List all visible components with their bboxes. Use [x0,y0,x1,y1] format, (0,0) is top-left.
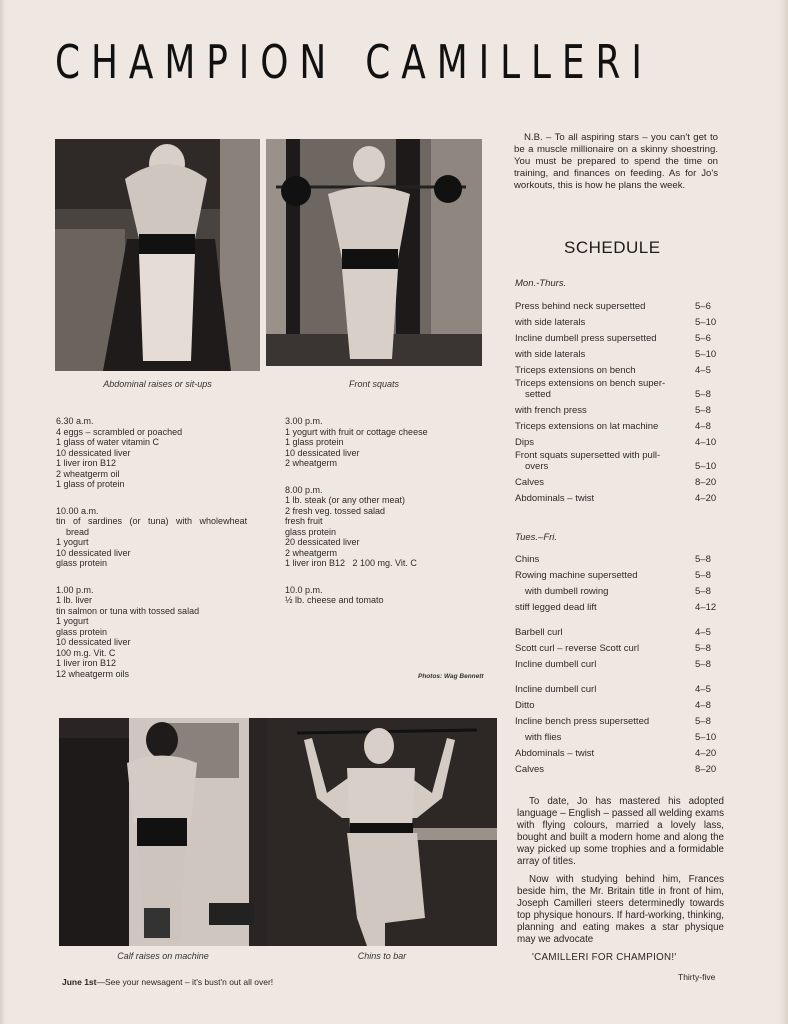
spacer [515,613,723,622]
exercise-name: Incline bench press supersetted [515,716,650,727]
schedule-row [515,581,723,597]
schedule-row [515,549,723,565]
exercise-name: Chins [515,554,540,565]
schedule-row [515,727,723,743]
meal-time: 6.30 a.m. [56,416,94,426]
schedule-row [515,695,723,711]
reps: 5–10 [695,732,717,743]
spacer [515,670,723,679]
schedule-row [515,448,723,472]
exercise-name: Calves [515,764,545,775]
schedule-tues-fri [515,549,723,775]
reps: 4–12 [695,602,717,613]
photo-caption: Calf raises on machine [117,951,209,961]
exercise-name: Dips [515,437,535,448]
meal-item: fresh fruit [285,516,323,526]
reps: 5–6 [695,301,711,312]
reps: 5–8 [695,405,711,416]
schedule-mon-thurs [515,296,723,504]
reps: 4–8 [695,700,711,711]
meal-item: 12 wheatgerm oils [56,668,130,679]
photo-caption: Chins to bar [357,951,407,961]
schedule-row [515,638,723,654]
exercise-name: Scott curl – reverse Scott curl [515,643,640,654]
reps: 4–5 [695,365,711,376]
meal-item: 1 yogurt [56,537,89,547]
exercise-name: Press behind neck supersetted [515,301,646,312]
schedule-row [515,743,723,759]
article-title [55,34,653,90]
meal-item: 10 dessicated liver [285,447,360,458]
exercise-name: Abdominals – twist [515,493,595,504]
schedule-row [515,597,723,613]
reps: 4–5 [695,684,711,695]
schedule-row [515,376,723,400]
photo-caption: Abdominal raises or sit-ups [103,379,212,389]
footer-promo [62,977,273,987]
title-word: CAMILLERI [365,35,653,89]
schedule-title: SCHEDULE [564,238,661,257]
exercise-name: Ditto [515,700,535,711]
meal-item: 1 lb. steak (or any other meat) [285,495,406,505]
schedule-row [515,416,723,432]
exercise-name: with side laterals [515,349,586,360]
reps: 5–8 [695,643,711,654]
exercise-name [515,378,695,400]
reps: 5–8 [695,659,711,670]
meal-item: glass protein [56,626,108,637]
reps: 8–20 [695,477,717,488]
meal-block [56,506,247,569]
meal-item: 20 dessicated liver [285,537,360,547]
schedule-row [515,328,723,344]
day-label: Tues.–Fri. [515,532,558,543]
page-edge [778,0,788,1024]
meal-item: tin salmon or tuna with tossed salad [56,605,200,616]
closing-text [517,796,724,970]
meal-item: 1 lb. liver [56,595,93,605]
meal-item: 1 yogurt [56,616,89,626]
reps: 4–8 [695,421,711,432]
title-word: CHAMPION [55,35,338,89]
meal-item: bread [66,526,90,537]
photo-credit: Photos: Wag Bennett [418,673,484,680]
meal-time: 1.00 p.m. [56,584,94,595]
meal-item: 2 fresh veg. tossed salad [285,505,386,516]
meal-item: 100 m.g. Vit. C [56,647,116,658]
exercise-name: Incline dumbell curl [515,684,597,695]
schedule-row [515,622,723,638]
day-label: Mon.-Thurs. [515,278,567,289]
meal-block [56,585,247,680]
meal-item: glass protein [285,526,337,537]
diet-column-1 [56,416,247,695]
exercise-name: with dumbell rowing [525,586,609,597]
schedule-row [515,679,723,695]
schedule-row [515,472,723,488]
exercise-line: Front squats supersetted with pull- [515,450,661,461]
reps: 4–10 [695,437,717,448]
meal-time: 3.00 p.m. [285,416,323,426]
closing-paragraph: To date, Jo has mastered his adopted language – English – passed all welding exams with flying colours, married a lovely lass, bought and built a modern home and along the way picked up some trophies and a formidable array of titles. [517,796,724,867]
exercise-name [515,450,695,472]
exercise-name: Triceps extensions on bench [515,365,636,376]
meal-block [285,485,428,569]
reps: 5–6 [695,333,711,344]
meal-item: 1 liver iron B12 [56,658,117,668]
meal-item: 2 wheatgerm oil [56,468,120,479]
exercise-name: Barbell curl [515,627,563,638]
meal-item: 10 dessicated liver [56,447,131,458]
exercise-name: Incline dumbell curl [515,659,597,670]
page-number: Thirty-five [678,972,716,982]
photo-chins [267,718,497,946]
reps: 4–20 [695,748,717,759]
reps: 5–8 [695,716,711,727]
meal-item: 10 dessicated liver [56,547,131,558]
reps: 5–8 [695,389,711,400]
meal-block [285,585,428,606]
schedule-row [515,654,723,670]
meal-item: 1 glass of protein [56,479,125,489]
footer-date: June 1st [62,977,97,987]
exercise-name: Abdominals – twist [515,748,595,759]
schedule-row [515,400,723,416]
meal-item: 1 yogurt with fruit or cottage cheese [285,426,428,437]
exercise-name: Incline dumbell press supersetted [515,333,657,344]
meal-item: 1 liver iron B12 2 100 mg. Vit. C [285,558,417,568]
exercise-line: Triceps extensions on bench super- [515,378,666,389]
meal-item: 2 wheatgerm [285,458,338,468]
exercise-name: stiff legged dead lift [515,602,597,613]
exercise-name: Calves [515,477,545,488]
exercise-name: Rowing machine supersetted [515,570,638,581]
meal-item: 2 wheatgerm [285,547,338,558]
reps: 4–5 [695,627,711,638]
schedule-row [515,296,723,312]
meal-item: 1 liver iron B12 [56,458,117,468]
exercise-name: Triceps extensions on lat machine [515,421,659,432]
exercise-line: setted [525,389,551,400]
exercise-name: with flies [525,732,562,743]
schedule-row [515,488,723,504]
meal-item: ½ lb. cheese and tomato [285,595,384,605]
schedule-row [515,711,723,727]
intro-paragraph [514,132,718,192]
exercise-name: with french press [515,405,587,416]
meal-time: 8.00 p.m. [285,484,323,495]
meal-item: 10 dessicated liver [56,637,131,647]
meal-item: 4 eggs – scrambled or poached [56,426,183,437]
diet-column-2 [285,416,428,622]
reps: 5–8 [695,586,711,597]
meal-item: tin of sardines (or tuna) with wholewheat [56,516,248,526]
meal-block [285,416,428,469]
schedule-row [515,432,723,448]
photo-caption: Front squats [348,379,400,389]
reps: 4–20 [695,493,717,504]
reps: 5–10 [695,317,717,328]
meal-item: glass protein [56,558,108,568]
exercise-line: overs [525,461,549,472]
schedule-row [515,565,723,581]
slogan: 'CAMILLERI FOR CHAMPION!' [532,952,677,963]
reps: 8–20 [695,764,717,775]
footer-promo-text: —See your newsagent – it's bust'n out all over! [96,977,274,987]
exercise-name: with side laterals [515,317,586,328]
schedule-row [515,344,723,360]
meal-block [56,416,247,490]
page-edge [0,0,6,1024]
photo-front-squats [266,139,482,366]
intro-text: N.B. – To all aspiring stars – you can't get to be a muscle millionaire on a skinny shoestring. You must be prepared to spend the time on training, and finances on feeding. As for Jo's workouts, this is how he plans the week. [514,132,718,191]
reps: 5–10 [695,349,717,360]
photo-sit-ups [55,139,260,371]
meal-item: 1 glass protein [285,437,344,447]
reps: 5–10 [695,461,717,472]
schedule-row [515,360,723,376]
schedule-row [515,312,723,328]
photo-calf-raises [59,718,267,946]
reps: 5–8 [695,554,711,565]
meal-item: 1 glass of water vitamin C [56,437,160,447]
reps: 5–8 [695,570,711,581]
meal-time: 10.00 a.m. [56,505,99,516]
schedule-row [515,759,723,775]
closing-paragraph: Now with studying behind him, Frances beside him, the Mr. Britain title in front of him, Joseph Camilleri steers determinedly towards top physique honours. If hard-working, thinking, planning and eating makes a star physique may we advocate [517,874,724,945]
meal-time: 10.0 p.m. [285,584,323,595]
